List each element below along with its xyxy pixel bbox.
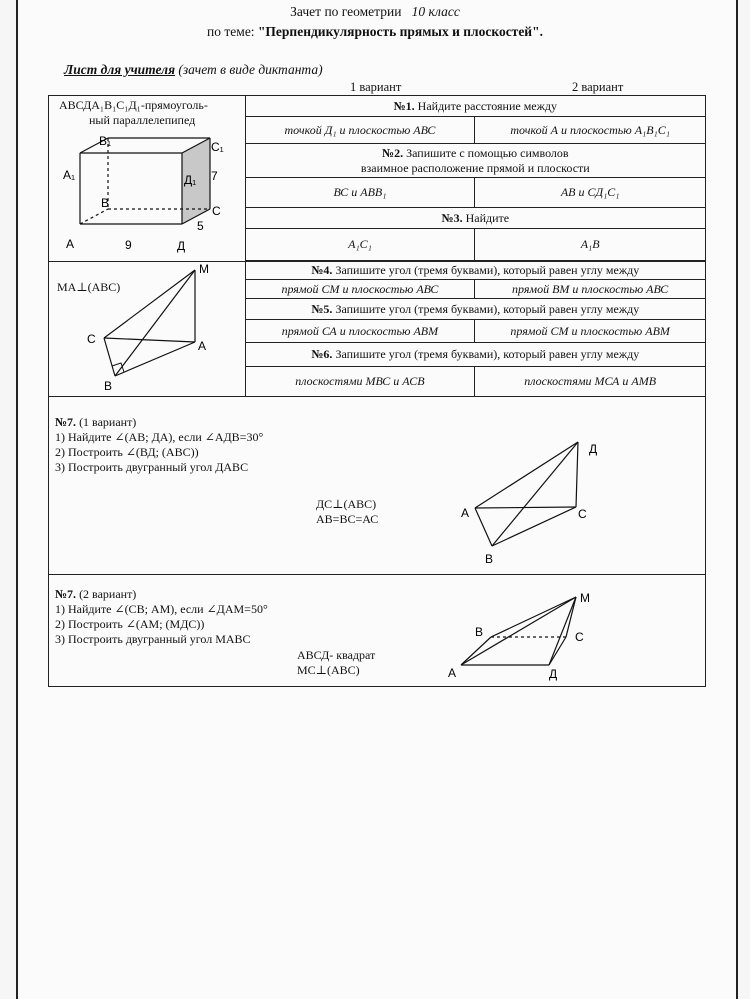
- pyramid-cell: [49, 262, 246, 397]
- edge-cb: [104, 338, 115, 376]
- task-4-title: №4. Запишите угол (тремя буквами), который равен углу между: [245, 262, 705, 280]
- label-d1: Д₁: [184, 173, 197, 187]
- task-2-title: [245, 144, 705, 178]
- task-7b-title: №7. (2 вариант): [55, 587, 137, 601]
- header-class: 10 класс: [411, 4, 460, 19]
- label-c: С: [87, 332, 96, 346]
- label-c1: С₁: [211, 140, 224, 154]
- parallelepiped-figure: [49, 96, 245, 261]
- label-d: Д: [177, 239, 186, 253]
- task-2-variant-1: ВС и АВВ₁: [245, 178, 475, 208]
- edge-ab: [475, 508, 492, 546]
- parallelepiped-caption-2: ный параллелепипед: [89, 113, 196, 127]
- label-b: В: [475, 625, 484, 639]
- square-pyramid-figure: [49, 575, 707, 687]
- task-7a-condition-2: АВ=ВС=АС: [316, 512, 379, 526]
- parallelepiped-caption-1: АВСДА₁В₁С₁Д₁-прямоуголь-: [59, 98, 208, 112]
- task-7a-condition-1: ДС⊥(АВС): [316, 497, 377, 511]
- dictation-table: [48, 95, 706, 687]
- task-3-title: №3. Найдите: [245, 208, 705, 229]
- task-5-title: №5. Запишите угол (тремя буквами), который равен углу между: [245, 299, 705, 320]
- header-line-2: [0, 24, 750, 40]
- task-7-variant-1: [49, 397, 706, 575]
- label-7: 7: [211, 169, 218, 183]
- label-c: С: [578, 507, 587, 521]
- task-7a-item-3: 3) Построить двугранный угол ДАВС: [55, 460, 249, 474]
- task-6-variant-2: плоскостями МСА и АМВ: [475, 367, 706, 397]
- task-7a-item-2: 2) Построить ∠(ВД; (АВС)): [55, 445, 199, 459]
- edge-ac: [475, 507, 576, 508]
- label-b1: В₁: [99, 134, 112, 148]
- label-a: А: [461, 506, 470, 520]
- header-line-1: [0, 4, 750, 20]
- task-7b-item-2: 2) Построить ∠(АМ; (МДС)): [55, 617, 205, 631]
- tetrahedron-figure: [49, 397, 707, 575]
- task-7-variant-2: [49, 575, 706, 687]
- task-1-variant-2: точкой А и плоскостью А₁В₁С₁: [475, 117, 706, 144]
- task-1-title: №1. Найдите расстояние между: [245, 96, 705, 117]
- task-7b-condition-2: МС⊥(АВС): [297, 663, 360, 677]
- edge-mc: [104, 270, 195, 338]
- edge-db: [492, 442, 578, 546]
- task-3-variant-2: А₁В: [475, 229, 706, 261]
- task-5-variant-2: прямой СМ и плоскостью АВМ: [475, 320, 706, 343]
- parallelepiped-cell: [49, 96, 246, 262]
- task-6-title: №6. Запишите угол (тремя буквами), который равен углу между: [245, 343, 705, 367]
- header-subject: Зачет по геометрии: [290, 4, 402, 19]
- task-2-variant-2: АВ и СД₁С₁: [475, 178, 706, 208]
- header-topic: "Перпендикулярность прямых и плоскостей".: [257, 24, 543, 39]
- edge-ab-hidden: [80, 209, 108, 224]
- variant-1-heading: 1 вариант: [350, 80, 402, 94]
- label-b: В: [101, 196, 110, 210]
- task-7a-item-1: 1) Найдите ∠(АВ; ДА), если ∠АДВ=30°: [55, 430, 264, 444]
- task-1-text: Найдите расстояние между: [414, 98, 558, 113]
- edge-mb: [115, 270, 195, 376]
- label-5: 5: [197, 219, 204, 233]
- teacher-subtitle: (зачет в виде диктанта): [178, 62, 323, 77]
- task-7b-item-1: 1) Найдите ∠(СВ; АМ), если ∠ДАМ=50°: [55, 602, 268, 616]
- edge-dc: [576, 442, 578, 507]
- pyramid-caption: МА⊥(АВС): [57, 280, 121, 294]
- label-9: 9: [125, 238, 132, 252]
- edge-ba: [115, 342, 195, 376]
- label-m: М: [199, 262, 209, 276]
- label-b: В: [485, 552, 494, 566]
- task-4-variant-2: прямой ВМ и плоскостью АВС: [475, 280, 706, 299]
- label-a: А: [198, 339, 207, 353]
- teacher-title: Лист для учителя: [64, 62, 176, 77]
- task-6-variant-1: плоскостями МВС и АСВ: [245, 367, 475, 397]
- task-1-variant-1: точкой Д₁ и плоскостью АВС: [245, 117, 475, 144]
- task-2-title-line-2: взаимное расположение прямой и плоскости: [360, 160, 590, 175]
- label-a: А: [66, 237, 75, 251]
- task-4-variant-1: прямой СМ и плоскостью АВС: [245, 280, 475, 299]
- teacher-sheet-title: [64, 62, 323, 78]
- edge-mb: [491, 597, 576, 637]
- label-c: С: [212, 204, 221, 218]
- label-d: Д: [549, 667, 558, 681]
- label-m: М: [580, 591, 590, 605]
- edge-da: [475, 442, 578, 508]
- label-b: В: [104, 379, 113, 393]
- pyramid-figure: [49, 262, 245, 397]
- task-7b-condition-1: АВСД- квадрат: [297, 648, 376, 662]
- edge-bc: [492, 507, 576, 546]
- task-3-variant-1: А₁С₁: [245, 229, 475, 261]
- label-a1: А₁: [63, 168, 76, 182]
- edge-ca: [104, 338, 195, 342]
- task-7b-item-3: 3) Построить двугранный угол МАВС: [55, 632, 251, 646]
- task-2-title-line-1: №2. Запишите с помощью символов: [382, 145, 569, 160]
- label-a: А: [448, 666, 457, 680]
- task-5-variant-1: прямой СА и плоскостью АВМ: [245, 320, 475, 343]
- task-7a-title: №7. (1 вариант): [55, 415, 137, 429]
- edge-dc: [549, 637, 566, 665]
- label-c: С: [575, 630, 584, 644]
- header-topic-prefix: по теме:: [207, 24, 255, 39]
- edge-ab: [461, 637, 491, 665]
- label-d: Д: [589, 442, 598, 456]
- variant-2-heading: 2 вариант: [572, 80, 624, 94]
